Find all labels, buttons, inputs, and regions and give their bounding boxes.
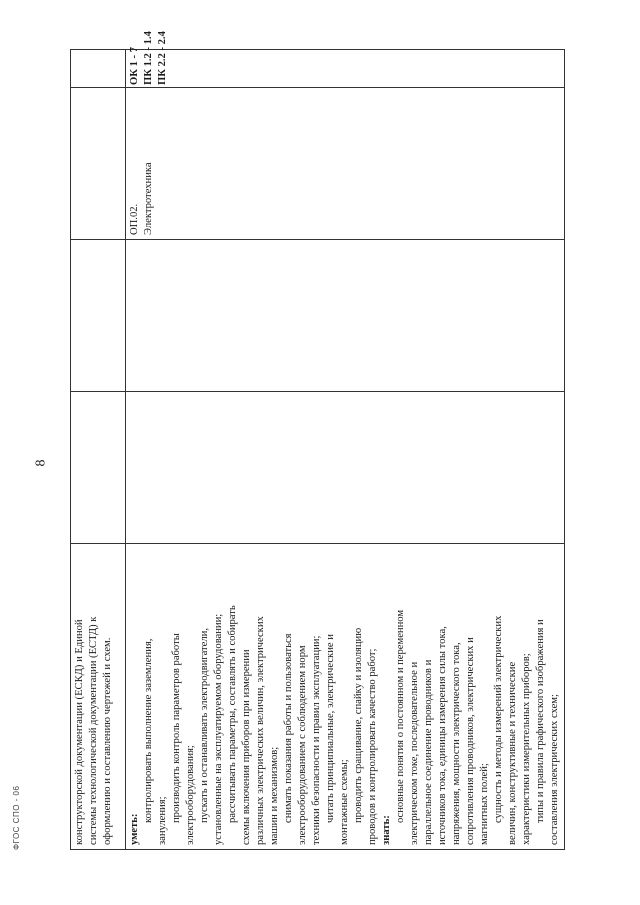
- knowledge-line: основные понятия о постоянном и переменном: [395, 609, 406, 823]
- skills-heading: уметь:: [129, 813, 140, 845]
- skill-line: проводить сращивание, спайку и изоляцию: [353, 627, 364, 823]
- knowledge-line: источников тока, единицы измерения силы тока,: [437, 626, 448, 845]
- skill-line: контролировать выполнение заземления,: [143, 638, 154, 823]
- skill-line: монтажные схемы;: [339, 759, 350, 845]
- empty-cell: [126, 392, 565, 544]
- skill-line: различных электрических величин, электрических: [255, 616, 266, 845]
- knowledge-line: характеристики измерительных приборов;: [521, 653, 532, 845]
- text-line: оформлению и составлению чертежей и схем.: [102, 637, 113, 845]
- discipline-name: Электротехника: [143, 162, 154, 235]
- page-number: 8: [33, 459, 49, 467]
- skill-line: техники безопасности и правил эксплуатации;: [311, 635, 322, 845]
- knowledge-heading: знать:: [381, 815, 392, 845]
- empty-cell: [71, 240, 126, 392]
- skill-line: зануления;: [157, 796, 168, 845]
- discipline-cell: [126, 88, 565, 240]
- discipline-code: ОП.02.: [129, 203, 140, 235]
- requirements-cell: [126, 544, 565, 850]
- empty-cell: [126, 240, 565, 392]
- knowledge-line: составления электрических схем;: [549, 694, 560, 845]
- skill-line: читать принципиальные, электрические и: [325, 634, 336, 823]
- skill-line: схемы включения приборов при измерении: [241, 649, 252, 845]
- competencies-cell: [126, 31, 565, 88]
- competency-code: ПК 1.2 - 1.4: [143, 31, 154, 85]
- curriculum-table: [70, 31, 565, 850]
- footer-code: ФГОС СПО - 06: [12, 785, 21, 850]
- skill-line: электрооборудования;: [185, 745, 196, 845]
- table-row-continuation: [71, 50, 126, 850]
- skill-line: пускать и останавливать электродвигатели,: [199, 628, 210, 823]
- skill-line: электрооборудованием с соблюдением норм: [297, 645, 308, 845]
- skill-line: машин и механизмов;: [269, 746, 280, 845]
- knowledge-line: напряжения, мощности электрического тока,: [451, 642, 462, 845]
- empty-cell: [71, 50, 126, 88]
- empty-cell: [71, 392, 126, 544]
- competency-code: ОК 1 - 7: [129, 47, 140, 85]
- table-row-electrotechnics: [126, 50, 565, 850]
- knowledge-line: электрическом токе, последовательное и: [409, 661, 420, 845]
- empty-cell: [71, 88, 126, 240]
- knowledge-line: типы и правила графического изображения и: [535, 619, 546, 823]
- skill-line: производить контроль параметров работы: [171, 633, 182, 823]
- skill-line: проводов и контролировать качество работ;: [367, 648, 378, 845]
- knowledge-line: сущность и методы измерений электрических: [493, 615, 504, 823]
- knowledge-line: сопротивления проводников, электрических и: [465, 637, 476, 845]
- knowledge-line: величин, конструктивные и технические: [507, 661, 518, 845]
- knowledge-line: магнитных полей;: [479, 763, 490, 845]
- text-line: системы технологической документации (ЕСТД) к: [88, 616, 99, 845]
- requirements-cell-continued: [71, 544, 126, 850]
- skill-line: рассчитывать параметры, составлять и собирать: [227, 605, 238, 823]
- competency-code: ПК 2.2 - 2.4: [157, 31, 168, 85]
- text-line: конструкторской документации (ЕСКД) и Единой: [74, 619, 85, 845]
- knowledge-line: параллельное соединение проводников и: [423, 659, 434, 845]
- skill-line: снимать показания работы и пользоваться: [283, 633, 294, 823]
- rotated-page: [70, 31, 560, 850]
- skill-line: установленные на эксплуатируемом оборудовании;: [213, 613, 224, 845]
